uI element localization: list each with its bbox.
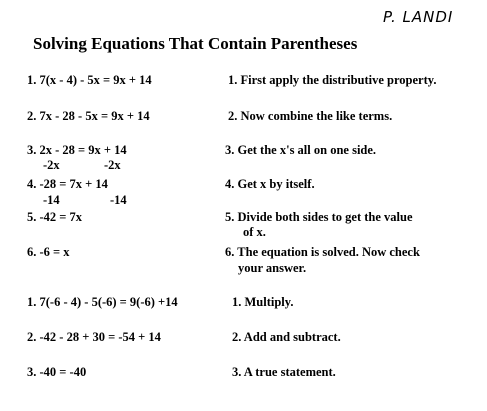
- step-2-explanation: 2. Now combine the like terms.: [228, 109, 393, 123]
- step-1-equation: 1. 7(x - 4) - 5x = 9x + 14: [27, 73, 152, 87]
- step-5-explanation: 5. Divide both sides to get the value: [225, 210, 413, 224]
- step-6-explanation: 6. The equation is solved. Now check: [225, 245, 420, 259]
- check-1-equation: 1. 7(-6 - 4) - 5(-6) = 9(-6) +14: [27, 295, 178, 309]
- step-1-explanation: 1. First apply the distributive property.: [228, 73, 437, 87]
- step-6-equation: 6. -6 = x: [27, 245, 70, 259]
- step-6-explanation-cont: your answer.: [238, 261, 307, 275]
- check-2-equation: 2. -42 - 28 + 30 = -54 + 14: [27, 330, 161, 344]
- check-3-explanation: 3. A true statement.: [232, 365, 336, 379]
- step-4-subtract-right: -14: [110, 193, 127, 207]
- check-2-explanation: 2. Add and subtract.: [232, 330, 341, 344]
- step-4-explanation: 4. Get x by itself.: [225, 177, 315, 191]
- step-4-equation: 4. -28 = 7x + 14: [27, 177, 108, 191]
- step-4-subtract-left: -14: [43, 193, 60, 207]
- step-3-subtract-right: -2x: [104, 158, 121, 172]
- check-1-explanation: 1. Multiply.: [232, 295, 294, 309]
- step-3-equation: 3. 2x - 28 = 9x + 14: [27, 143, 127, 157]
- check-3-equation: 3. -40 = -40: [27, 365, 87, 379]
- step-5-equation: 5. -42 = 7x: [27, 210, 83, 224]
- step-5-explanation-cont: of x.: [243, 225, 266, 239]
- step-2-equation: 2. 7x - 28 - 5x = 9x + 14: [27, 109, 150, 123]
- step-3-explanation: 3. Get the x's all on one side.: [225, 143, 377, 157]
- signature: P. LANDI: [383, 8, 454, 26]
- page-title: Solving Equations That Contain Parentheses: [33, 34, 358, 53]
- step-3-subtract-left: -2x: [43, 158, 60, 172]
